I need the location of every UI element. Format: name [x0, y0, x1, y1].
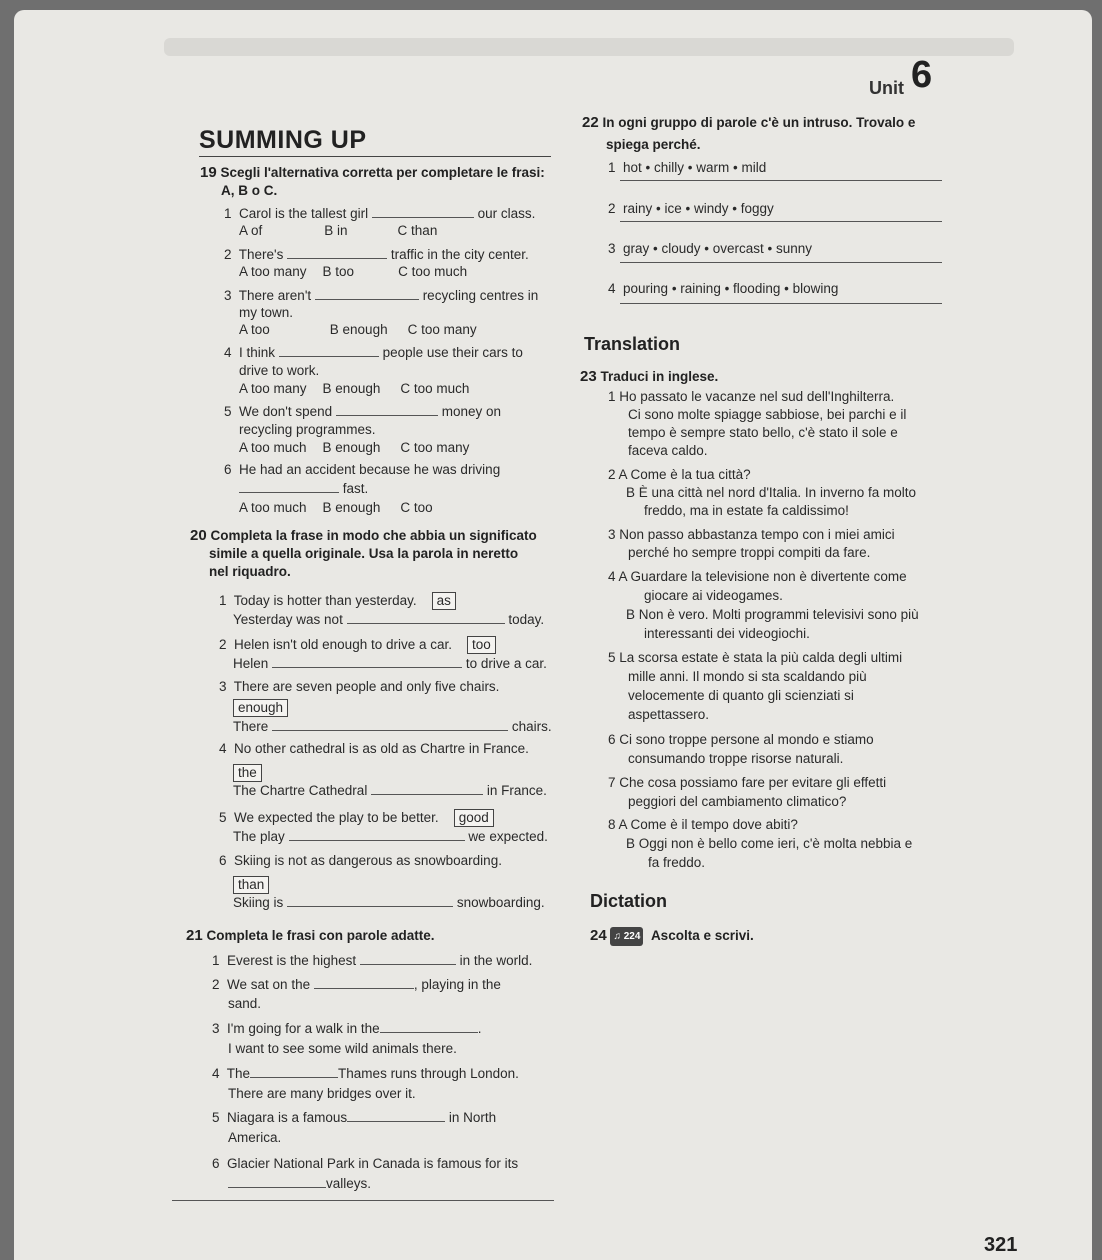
ex20-item-3: 3 There are seven people and only five chairs.: [219, 679, 500, 694]
answer-blank[interactable]: [347, 1109, 445, 1122]
keyword-box: as: [432, 592, 456, 610]
ex20-item-5: 5 We expected the play to be better. good: [219, 809, 494, 827]
keyword-box: good: [454, 809, 494, 827]
unit-number: 6: [911, 54, 933, 96]
ex21-number: 21: [186, 927, 203, 944]
dictation-heading: Dictation: [590, 891, 668, 911]
translation-line: B Oggi non è bello come ieri, c'è molta nebbia e: [626, 836, 913, 851]
ex21-item-3-line2: I want to see some wild animals there.: [228, 1041, 457, 1056]
ex19-item-2: 2 There's traffic in the city center.: [224, 247, 529, 262]
translation-line: perché ho sempre troppi compiti da fare.: [628, 545, 871, 560]
bottom-rule: [172, 1200, 554, 1201]
ex22-item-4: 4 pouring • raining • flooding • blowing: [608, 281, 839, 296]
ex24-number: 24: [590, 927, 607, 945]
answer-blank[interactable]: [279, 344, 379, 357]
answer-blank[interactable]: [315, 287, 419, 300]
translation-line: 4 A Guardare la televisione non è divertente come: [608, 569, 907, 584]
ex21-item-4: 4 The Thames runs through London.: [212, 1066, 519, 1081]
ex20-instruction: Completa la frase in modo che abbia un significato: [210, 528, 537, 543]
page-number: 321: [984, 1234, 1018, 1256]
ex19-item-4-line2: drive to work.: [239, 363, 320, 378]
ex19-item-5-line2: recycling programmes.: [239, 422, 376, 437]
ex20-item-4-keyword: [233, 764, 262, 782]
ex23-instruction: Traduci in inglese.: [600, 369, 719, 384]
ex22-instruction: In ogni gruppo di parole c'è un intruso. Trovalo e: [602, 115, 916, 130]
answer-line[interactable]: [620, 303, 942, 304]
ex21-item-2-line2: sand.: [228, 996, 262, 1011]
answer-blank[interactable]: [347, 611, 505, 624]
answer-blank[interactable]: [380, 1020, 478, 1033]
translation-line: 3 Non passo abbastanza tempo con i miei amici: [608, 527, 895, 542]
ex24-instruction: Ascolta e scrivi.: [650, 928, 754, 944]
ex20-number: 20: [190, 527, 207, 544]
ex23-heading: [580, 368, 718, 385]
translation-line: 7 Che cosa possiamo fare per evitare gli effetti: [608, 775, 887, 790]
ex21-item-4-line2: There are many bridges over it.: [228, 1086, 416, 1101]
translation-line: interessanti dei videogiochi.: [644, 626, 810, 641]
translation-line: 8 A Come è il tempo dove abiti?: [608, 817, 798, 832]
ex19-item-3-line2: my town.: [239, 305, 294, 320]
ex19-item-6-line2: fast.: [239, 480, 368, 497]
ex20-item-5-answer: The play we expected.: [233, 829, 548, 844]
audio-track-icon[interactable]: ♫ 224: [610, 927, 643, 946]
ex19-item-3-options: A too B enough C too many: [239, 322, 477, 337]
translation-line: B È una città nel nord d'Italia. In inverno fa molto: [626, 485, 916, 500]
ex20-item-3-keyword: [233, 699, 288, 717]
translation-line: faceva caldo.: [628, 443, 708, 458]
answer-blank[interactable]: [228, 1175, 326, 1188]
ex23-number: 23: [580, 368, 597, 385]
textbook-page: [14, 10, 1092, 1260]
translation-line: tempo è sempre stato bello, c'è stato il sole e: [628, 425, 898, 440]
answer-blank[interactable]: [336, 403, 438, 416]
unit-label: Unit: [869, 78, 904, 98]
section-title: SUMMING UP: [199, 126, 367, 154]
ex22-heading: [582, 114, 915, 131]
ex24-heading: [590, 927, 754, 946]
translation-line: peggiori del cambiamento climatico?: [628, 794, 847, 809]
keyword-box: the: [233, 764, 262, 782]
ex20-item-1: 1 Today is hotter than yesterday. as: [219, 592, 456, 610]
translation-line: giocare ai videogames.: [644, 588, 783, 603]
translation-line: velocemente di quanto gli scienziati si: [628, 688, 854, 703]
ex21-item-5: 5 Niagara is a famous in North: [212, 1110, 497, 1125]
translation-line: B Non è vero. Molti programmi televisivi sono più: [626, 607, 919, 622]
ex20-item-6: 6 Skiing is not as dangerous as snowboarding.: [219, 853, 502, 868]
title-rule: [199, 156, 551, 157]
ex19-instruction: Scegli l'alternativa corretta per completare le frasi:: [220, 165, 545, 180]
ex20-item-2: 2 Helen isn't old enough to drive a car. too: [219, 636, 496, 654]
answer-line[interactable]: [620, 180, 942, 181]
answer-blank[interactable]: [287, 246, 387, 259]
translation-line: 1 Ho passato le vacanze nel sud dell'Inghilterra.: [608, 389, 895, 404]
answer-line[interactable]: [620, 221, 942, 222]
translation-line: Ci sono molte spiagge sabbiose, bei parchi e il: [628, 407, 907, 422]
ex20-item-3-answer: There chairs.: [233, 719, 552, 734]
ex19-item-1: 1 Carol is the tallest girl our class.: [224, 206, 536, 221]
answer-blank[interactable]: [314, 976, 414, 989]
translation-line: consumando troppe risorse naturali.: [628, 751, 844, 766]
ex20-item-6-answer: Skiing is snowboarding.: [233, 895, 545, 910]
ex19-item-2-options: A too many B too C too much: [239, 264, 468, 279]
translation-line: aspettassero.: [628, 707, 710, 722]
keyword-box: too: [467, 636, 496, 654]
ex19-item-6: 6 He had an accident because he was driving: [224, 462, 501, 477]
ex21-item-1: 1 Everest is the highest in the world.: [212, 953, 533, 968]
answer-blank[interactable]: [360, 952, 456, 965]
ex21-heading: [186, 927, 435, 944]
ex22-item-2: 2 rainy • ice • windy • foggy: [608, 201, 774, 216]
answer-blank[interactable]: [239, 480, 339, 493]
translation-line: freddo, ma in estate fa caldissimo!: [644, 503, 849, 518]
previous-page-edge: [164, 38, 1014, 56]
ex20-heading: [190, 527, 537, 544]
ex22-instruction-2: spiega perché.: [606, 137, 701, 152]
ex19-item-5: 5 We don't spend money on: [224, 404, 502, 419]
ex21-instruction: Completa le frasi con parole adatte.: [206, 928, 435, 943]
audio-track-number: 224: [623, 931, 641, 942]
ex19-instruction-2: A, B o C.: [221, 183, 278, 198]
translation-line: 6 Ci sono troppe persone al mondo e stiamo: [608, 732, 874, 747]
ex20-instruction-2: simile a quella originale. Usa la parola in neretto: [209, 546, 519, 561]
ex19-item-3: 3 There aren't recycling centres in: [224, 288, 539, 303]
keyword-box: than: [233, 876, 269, 894]
answer-blank[interactable]: [372, 205, 474, 218]
translation-line: mille anni. Il mondo si sta scaldando più: [628, 669, 867, 684]
ex21-item-6: 6 Glacier National Park in Canada is famous for its: [212, 1156, 519, 1171]
ex22-number: 22: [582, 114, 599, 131]
answer-blank[interactable]: [250, 1065, 338, 1078]
translation-heading: Translation: [584, 334, 681, 354]
ex20-item-4: 4 No other cathedral is as old as Chartre in France.: [219, 741, 529, 756]
ex19-item-1-options: A of B in C than: [239, 223, 438, 238]
translation-line: 2 A Come è la tua città?: [608, 467, 751, 482]
ex20-instruction-3: nel riquadro.: [209, 564, 291, 579]
ex20-item-1-answer: Yesterday was not today.: [233, 612, 545, 627]
ex19-heading: [200, 164, 545, 181]
answer-blank[interactable]: [287, 894, 453, 907]
ex21-item-3: 3 I'm going for a walk in the .: [212, 1021, 482, 1036]
ex19-item-4-options: A too many B enough C too much: [239, 381, 470, 396]
answer-blank[interactable]: [289, 828, 465, 841]
ex21-item-6-line2: valleys.: [228, 1175, 371, 1192]
ex20-item-4-answer: The Chartre Cathedral in France.: [233, 783, 547, 798]
keyword-box: enough: [233, 699, 288, 717]
ex22-item-3: 3 gray • cloudy • overcast • sunny: [608, 241, 813, 256]
ex19-item-5-options: A too much B enough C too many: [239, 440, 470, 455]
translation-line: 5 La scorsa estate è stata la più calda degli ultimi: [608, 650, 903, 665]
answer-blank[interactable]: [371, 782, 483, 795]
ex19-item-6-options: A too much B enough C too: [239, 500, 433, 515]
ex20-item-6-keyword: [233, 876, 269, 894]
ex22-item-1: 1 hot • chilly • warm • mild: [608, 160, 767, 175]
ex19-number: 19: [200, 164, 217, 181]
ex21-item-5-line2: America.: [228, 1130, 282, 1145]
ex21-item-2: 2 We sat on the , playing in the: [212, 977, 501, 992]
ex20-item-2-answer: Helen to drive a car.: [233, 656, 547, 671]
answer-blank[interactable]: [272, 655, 462, 668]
answer-line[interactable]: [620, 262, 942, 263]
translation-line: fa freddo.: [648, 855, 706, 870]
answer-blank[interactable]: [272, 718, 508, 731]
ex19-item-4: 4 I think people use their cars to: [224, 345, 523, 360]
